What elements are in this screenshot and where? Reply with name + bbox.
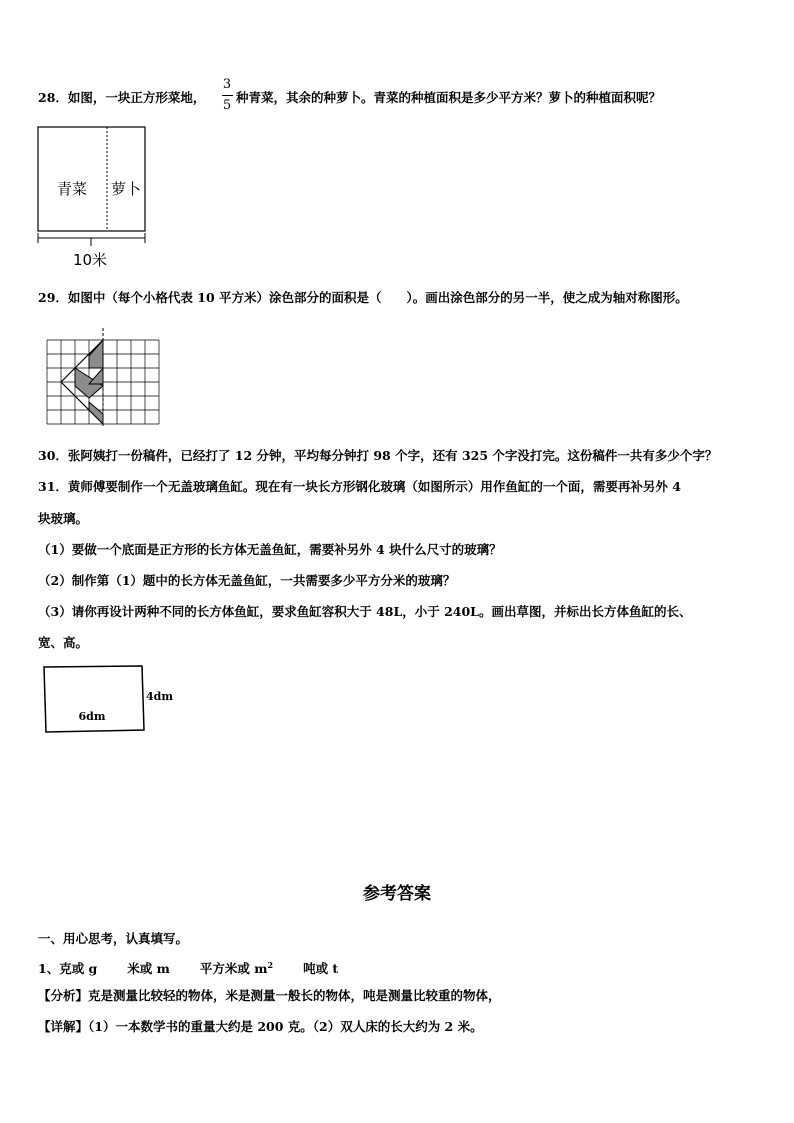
q28-fraction-bar [222,95,233,96]
glass-width-label: 6dm [78,710,106,723]
analysis-tag: 【分析】 [38,988,89,1003]
q31-sub1: （1）要做一个底面是正方形的长方体无盖鱼缸，需要补另外 4 块什么尺寸的玻璃？ [38,542,502,557]
q30-text: 30．张阿姨打一份稿件，已经打了 12 分钟，平均每分钟打 98 个字，还有 325 个字没打完。这份稿件一共有多少个字？ [38,448,718,463]
detail-text: （1）一本数学书的重量大约是 200 克。（2）双人床的长大约为 2 米。 [88,1019,483,1034]
q31-sub2: （2）制作第（1）题中的长方体无盖鱼缸，一共需要多少平方分米的玻璃？ [38,573,456,588]
answers-title: 参考答案 [363,884,431,904]
q28-figure [32,122,152,272]
qingcai-label: 青菜 [56,180,88,198]
q31-line2: 块玻璃。 [38,511,89,526]
q31-sub3-line2: 宽、高。 [38,635,89,650]
q28-fraction-numerator: 3 [222,77,232,92]
answer-1-number: 1、 [38,961,60,977]
analysis-text: 克是测量比较轻的物体，米是测量一般长的物体，吨是测量比较重的物体， [88,988,501,1003]
q29-grid-figure [45,328,161,428]
answer-1 [38,957,338,977]
answer-1-item-3: 平方米或 m [199,961,268,977]
answers-section-heading: 一、用心思考，认真填写。 [38,931,189,946]
answer-1-item-2: 米或 m [127,961,170,977]
q28-suffix: 种青菜，其余的种萝卜。青菜的种植面积是多少平方米？萝卜的种植面积呢？ [236,90,662,105]
q31-line1: 31．黄师傅要制作一个无盖玻璃鱼缸。现在有一块长方形钢化玻璃（如图所示）用作鱼缸的一个面，需要再补另外 4 [38,479,681,494]
width-label: 10米 [72,251,108,269]
answer-analysis [38,988,501,1004]
glass-height-label: 4dm [146,690,173,703]
answer-1-item-1: 克或 g [59,961,98,977]
q28-prefix: 28．如图，一块正方形菜地， [38,90,206,105]
answer-1-superscript: 2 [267,960,274,970]
q28-fraction-denominator: 5 [222,98,232,113]
shaded-inner-triangle [89,368,103,384]
q29-text: 29．如图中（每个小格代表 10 平方米）涂色部分的面积是（ ）。画出涂色部分的另一半，使之成为轴对称图形。 [38,290,688,305]
answer-1-item-4: 吨或 t [303,961,339,977]
q31-sub3-line1: （3）请你再设计两种不同的长方体鱼缸，要求鱼缸容积大于 48L，小于 240L。画出草图，并标出长方体鱼缸的长、 [38,604,692,619]
q28-text [38,90,205,106]
shaded-upper-triangle [89,340,103,368]
vegetable-plot-square [38,127,145,231]
detail-tag: 【详解】 [38,1019,89,1034]
answer-detail [38,1019,483,1035]
shaded-lower-strip [89,402,103,424]
luobo-label: 萝卜 [110,180,142,198]
q31-glass-figure [38,660,188,740]
